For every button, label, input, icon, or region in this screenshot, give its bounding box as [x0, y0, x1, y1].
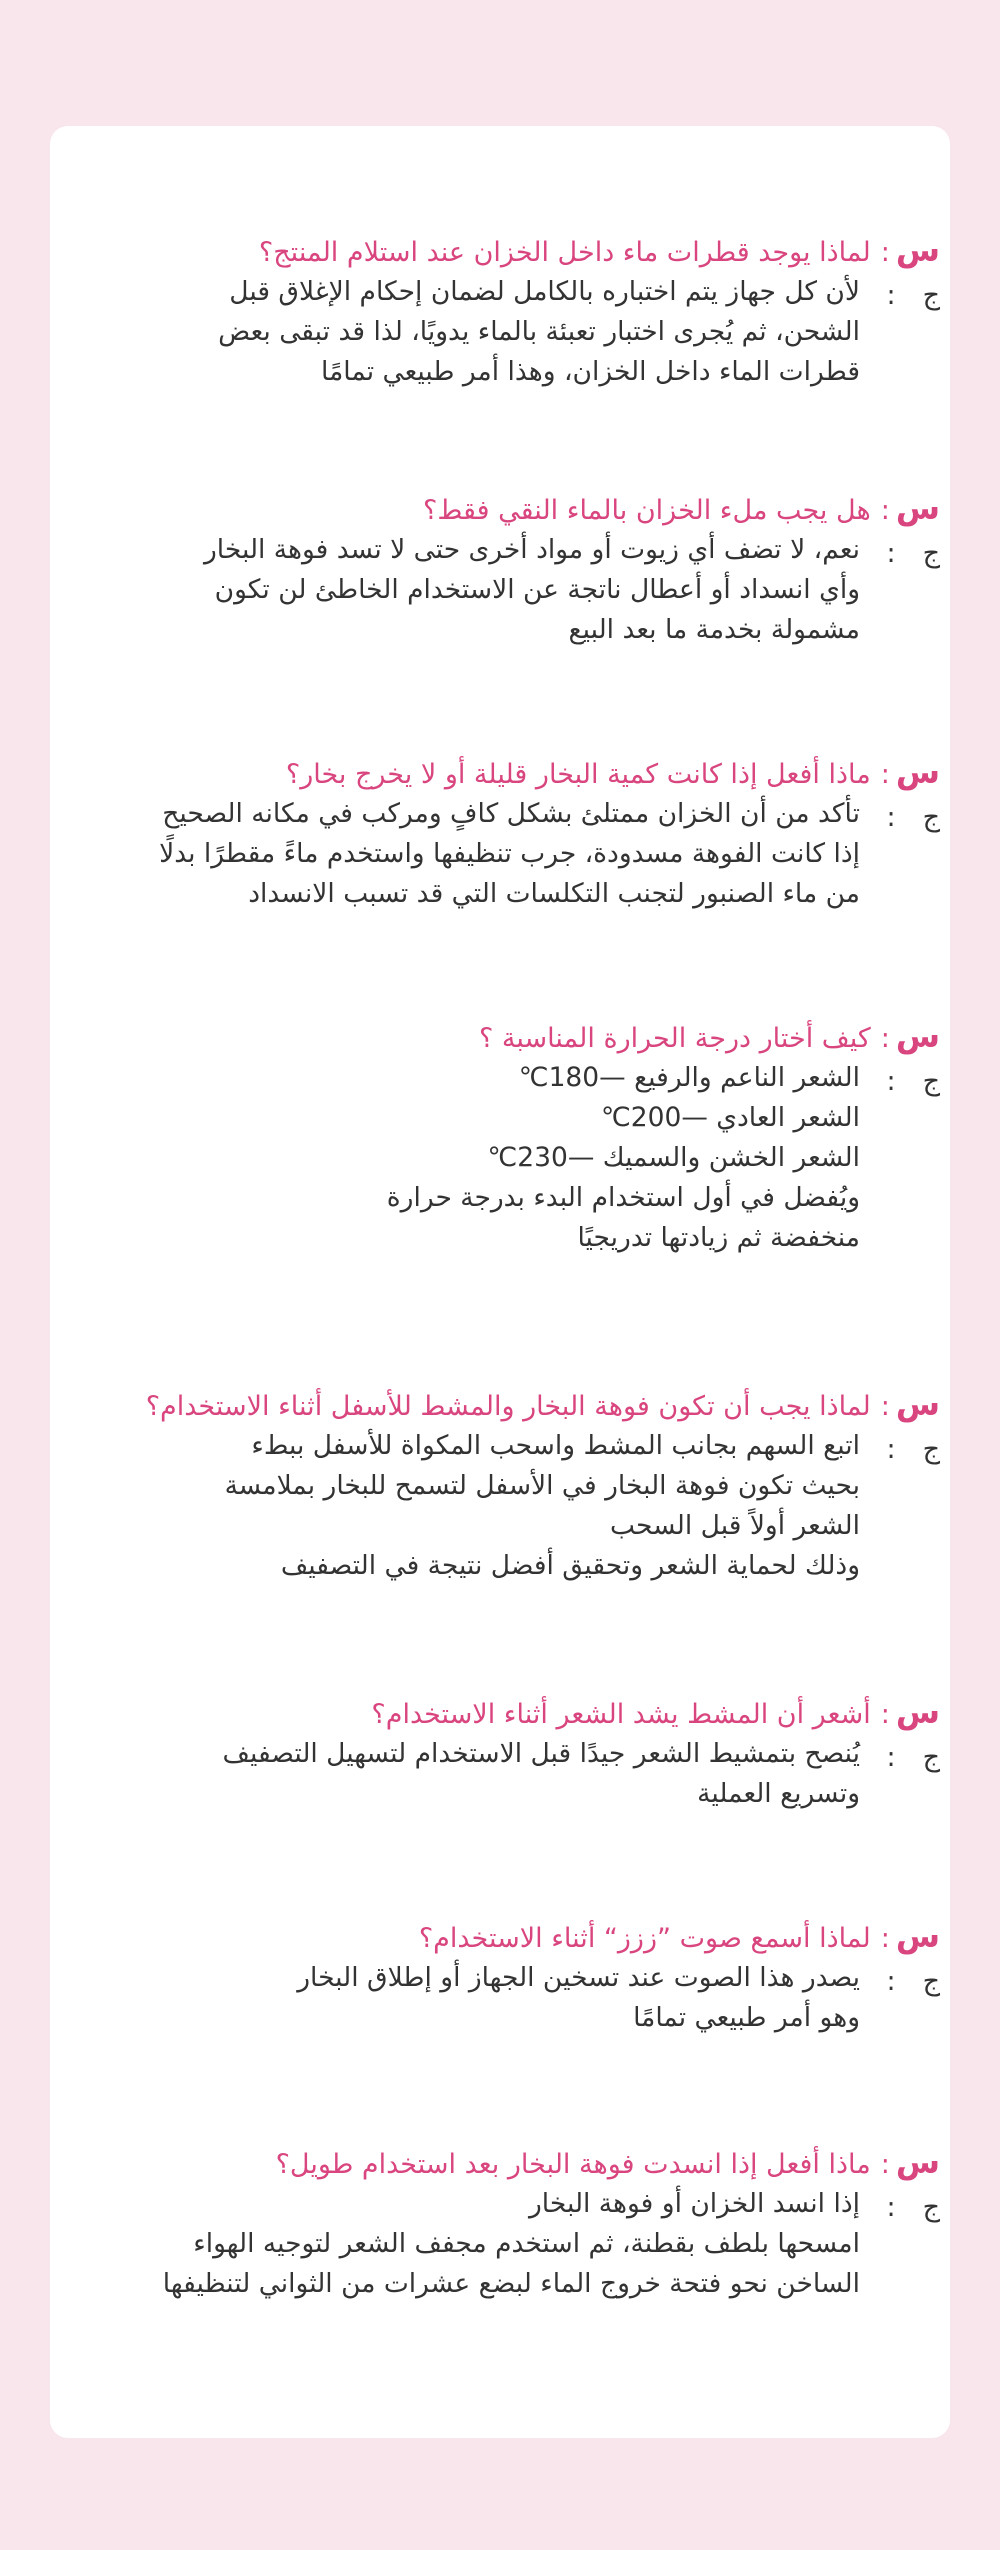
answer-prefix: ج [922, 1742, 940, 1773]
answer-marker [886, 1958, 940, 2006]
answer-line: مشمولة بخدمة ما بعد البيع [568, 614, 860, 645]
answer-line: الشعر الناعم والرفيع —180℃ [518, 1062, 860, 1093]
answer-line: منخفضة ثم زيادتها تدريجيًا [577, 1222, 860, 1253]
question-separator: : [880, 759, 890, 790]
answer-line: ويُفضل في أول استخدام البدء بدرجة حرارة [386, 1182, 860, 1213]
answer-separator: : [886, 1742, 896, 1773]
answer-line: من ماء الصنبور لتجنب التكلسات التي قد تسبب الانسداد [248, 878, 860, 909]
answer-marker [886, 1426, 940, 1474]
answer-separator: : [886, 538, 896, 569]
answer-prefix: ج [922, 538, 940, 569]
answer-text [80, 1058, 860, 1258]
question-prefix: س [895, 489, 940, 527]
answer-marker [886, 1734, 940, 1782]
question [479, 1012, 940, 1060]
answer-separator: : [886, 1434, 896, 1465]
question [286, 748, 940, 796]
question-prefix: س [895, 2143, 940, 2181]
answer-separator: : [886, 1966, 896, 1997]
answer-line: قطرات الماء داخل الخزان، وهذا أمر طبيعي تمامًا [321, 356, 860, 387]
question-separator: : [880, 495, 890, 526]
answer-line: وأي انسداد أو أعطال ناتجة عن الاستخدام الخاطئ لن تكون [214, 574, 860, 605]
answer-marker [886, 794, 940, 842]
answer-prefix: ج [922, 802, 940, 833]
answer-marker [886, 272, 940, 320]
answer-line: بحيث تكون فوهة البخار في الأسفل لتسمح للبخار بملامسة [224, 1470, 860, 1501]
question [423, 484, 940, 532]
answer-marker [886, 2184, 940, 2232]
answer-line: وتسريع العملية [697, 1778, 860, 1809]
question-text: ماذا أفعل إذا انسدت فوهة البخار بعد استخدام طويل؟ [275, 2149, 871, 2180]
answer-text [80, 794, 860, 914]
answer-line: إذا كانت الفوهة مسدودة، جرب تنظيفها واستخدم ماءً مقطرًا بدلًا [159, 838, 860, 869]
answer-line: نعم، لا تضف أي زيوت أو مواد أخرى حتى لا تسد فوهة البخار [203, 534, 860, 565]
question-prefix: س [895, 1917, 940, 1955]
question-separator: : [880, 2149, 890, 2180]
answer-separator: : [886, 2192, 896, 2223]
question-separator: : [880, 1923, 890, 1954]
answer-separator: : [886, 1066, 896, 1097]
question-text: أشعر أن المشط يشد الشعر أثناء الاستخدام؟ [371, 1699, 871, 1730]
answer-prefix: ج [922, 1966, 940, 1997]
answer-marker [886, 1058, 940, 1106]
faq-card [50, 126, 950, 2438]
question-prefix: س [895, 1693, 940, 1731]
answer-text [80, 1734, 860, 1814]
question-prefix: س [895, 231, 940, 269]
question-separator: : [880, 237, 890, 268]
question [276, 2138, 940, 2186]
answer-line: امسحها بلطف بقطنة، ثم استخدم مجفف الشعر لتوجيه الهواء [193, 2228, 860, 2259]
answer-line: الشعر أولاً قبل السحب [610, 1510, 860, 1541]
question-text: لماذا يوجد قطرات ماء داخل الخزان عند استلام المنتج؟ [258, 237, 871, 268]
answer-prefix: ج [922, 1066, 940, 1097]
answer-text [80, 530, 860, 650]
answer-line: تأكد من أن الخزان ممتلئ بشكل كافٍ ومركب في مكانه الصحيح [162, 798, 860, 829]
answer-line: الشعر العادي —200℃ [600, 1102, 860, 1133]
answer-line: إذا انسد الخزان أو فوهة البخار [528, 2188, 860, 2219]
answer-text [80, 2184, 860, 2304]
answer-separator: : [886, 802, 896, 833]
question-text: لماذا يجب أن تكون فوهة البخار والمشط للأسفل أثناء الاستخدام؟ [145, 1391, 871, 1422]
question-separator: : [880, 1023, 890, 1054]
question-text: ماذا أفعل إذا كانت كمية البخار قليلة أو لا يخرج بخار؟ [285, 759, 871, 790]
question-prefix: س [895, 1017, 940, 1055]
answer-text [80, 1426, 860, 1586]
answer-line: يصدر هذا الصوت عند تسخين الجهاز أو إطلاق البخار [297, 1962, 860, 1993]
question [419, 1912, 940, 1960]
answer-line: الشعر الخشن والسميك —230℃ [487, 1142, 860, 1173]
question [146, 1380, 940, 1428]
answer-prefix: ج [922, 1434, 940, 1465]
question-separator: : [880, 1391, 890, 1422]
question-prefix: س [895, 1385, 940, 1423]
question-text: لماذا أسمع صوت ”ززز“ أثناء الاستخدام؟ [418, 1923, 871, 1954]
answer-marker [886, 530, 940, 578]
answer-text [80, 1958, 860, 2038]
answer-line: الشحن، ثم يُجرى اختبار تعبئة بالماء يدويًا، لذا قد تبقى بعض [218, 316, 860, 347]
question-text: كيف أختار درجة الحرارة المناسبة ؟ [479, 1023, 871, 1054]
question [259, 226, 940, 274]
answer-separator: : [886, 280, 896, 311]
answer-line: وهو أمر طبيعي تمامًا [633, 2002, 860, 2033]
answer-line: يُنصح بتمشيط الشعر جيدًا قبل الاستخدام لتسهيل التصفيف [222, 1738, 860, 1769]
question [371, 1688, 940, 1736]
answer-prefix: ج [922, 280, 940, 311]
answer-line: الساخن نحو فتحة خروج الماء لبضع عشرات من الثواني لتنظيفها [162, 2268, 860, 2299]
answer-text [80, 272, 860, 392]
question-prefix: س [895, 753, 940, 791]
answer-prefix: ج [922, 2192, 940, 2223]
question-text: هل يجب ملء الخزان بالماء النقي فقط؟ [423, 495, 871, 526]
answer-line: وذلك لحماية الشعر وتحقيق أفضل نتيجة في التصفيف [280, 1550, 860, 1581]
answer-line: اتبع السهم بجانب المشط واسحب المكواة للأسفل ببطء [251, 1430, 860, 1461]
question-separator: : [880, 1699, 890, 1730]
answer-line: لأن كل جهاز يتم اختباره بالكامل لضمان إحكام الإغلاق قبل [229, 276, 860, 307]
